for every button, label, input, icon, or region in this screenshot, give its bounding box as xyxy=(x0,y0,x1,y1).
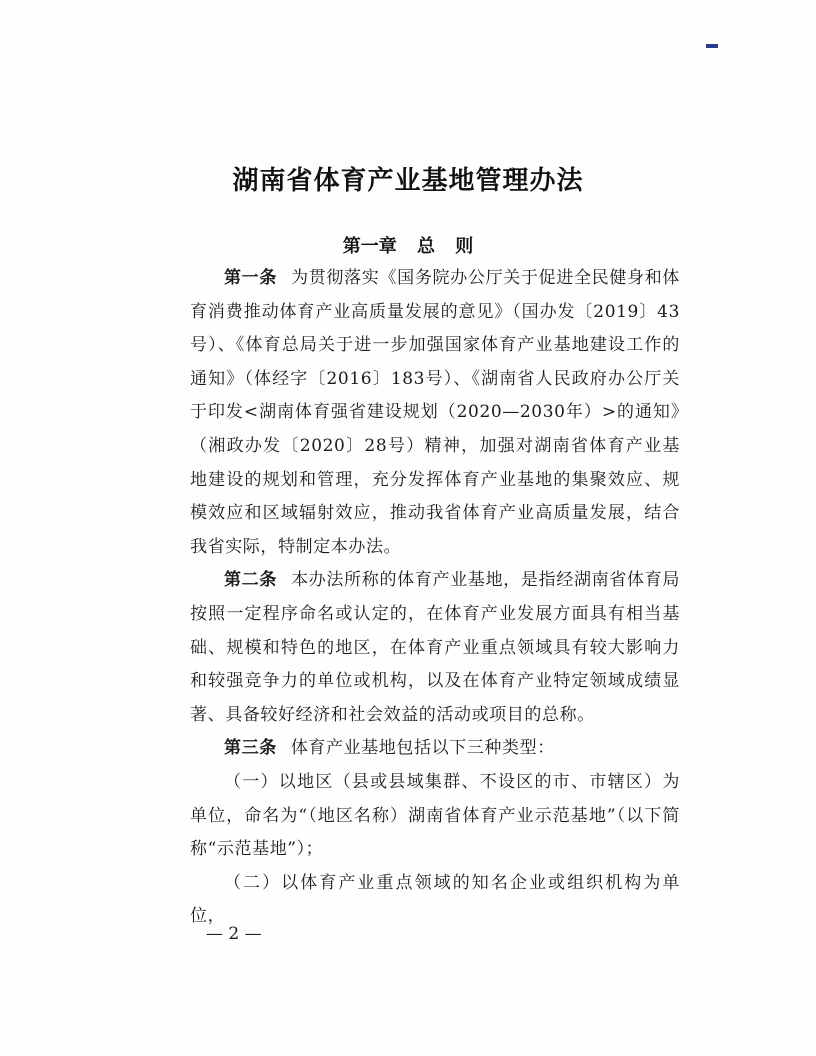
corner-mark xyxy=(706,44,718,48)
article-text: 本办法所称的体育产业基地，是指经湖南省体育局按照一定程序命名或认定的，在体育产业发展方面具有相当基础、规模和特色的地区，在体育产业重点领域具有较大影响力和较强竞争力的单位或机构，以及在体育产业特定领域成绩显著、具备较好经济和社会效益的活动或项目的总称。 xyxy=(190,570,680,725)
article-text: 体育产业基地包括以下三种类型： xyxy=(290,738,555,759)
document-title: 湖南省体育产业基地管理办法 xyxy=(232,166,584,196)
article-2 xyxy=(190,564,680,732)
list-item-1: （一）以地区（县或县域集群、不设区的市、市辖区）为单位，命名为“（地区名称）湖南省体育产业示范基地”（以下简称“示范基地”）； xyxy=(190,771,680,860)
article-text: 为贯彻落实《国务院办公厅关于促进全民健身和体育消费推动体育产业高质量发展的意见》（国办发〔2019〕43号）、《体育总局关于进一步加强国家体育产业基地建设工作的通知》（体经字〔2016〕183号）、《湖南省人民政府办公厅关于印发<湖南体育强省建设规划（2020—2030年）>的通知》（湘政办发〔2020〕28号）精神，加强对湖南省体育产业基地建设的规划和管理，充分发挥体育产业基地的集聚效应、规模效应和区域辐射效应，推动我省体育产业高质量发展，结合我省实际，特制定本办法。 xyxy=(190,268,680,557)
article-label: 第三条 xyxy=(224,738,277,759)
article-3 xyxy=(190,732,680,766)
article-label: 第二条 xyxy=(224,570,278,591)
page-number: — 2 — xyxy=(206,924,262,944)
article-label: 第一条 xyxy=(224,268,278,288)
document-body xyxy=(190,262,680,934)
chapter-heading: 第一章 总 则 xyxy=(342,236,474,257)
list-item-2: （二）以体育产业重点领域的知名企业或组织机构为单位， xyxy=(190,872,680,927)
article-1 xyxy=(190,262,680,564)
